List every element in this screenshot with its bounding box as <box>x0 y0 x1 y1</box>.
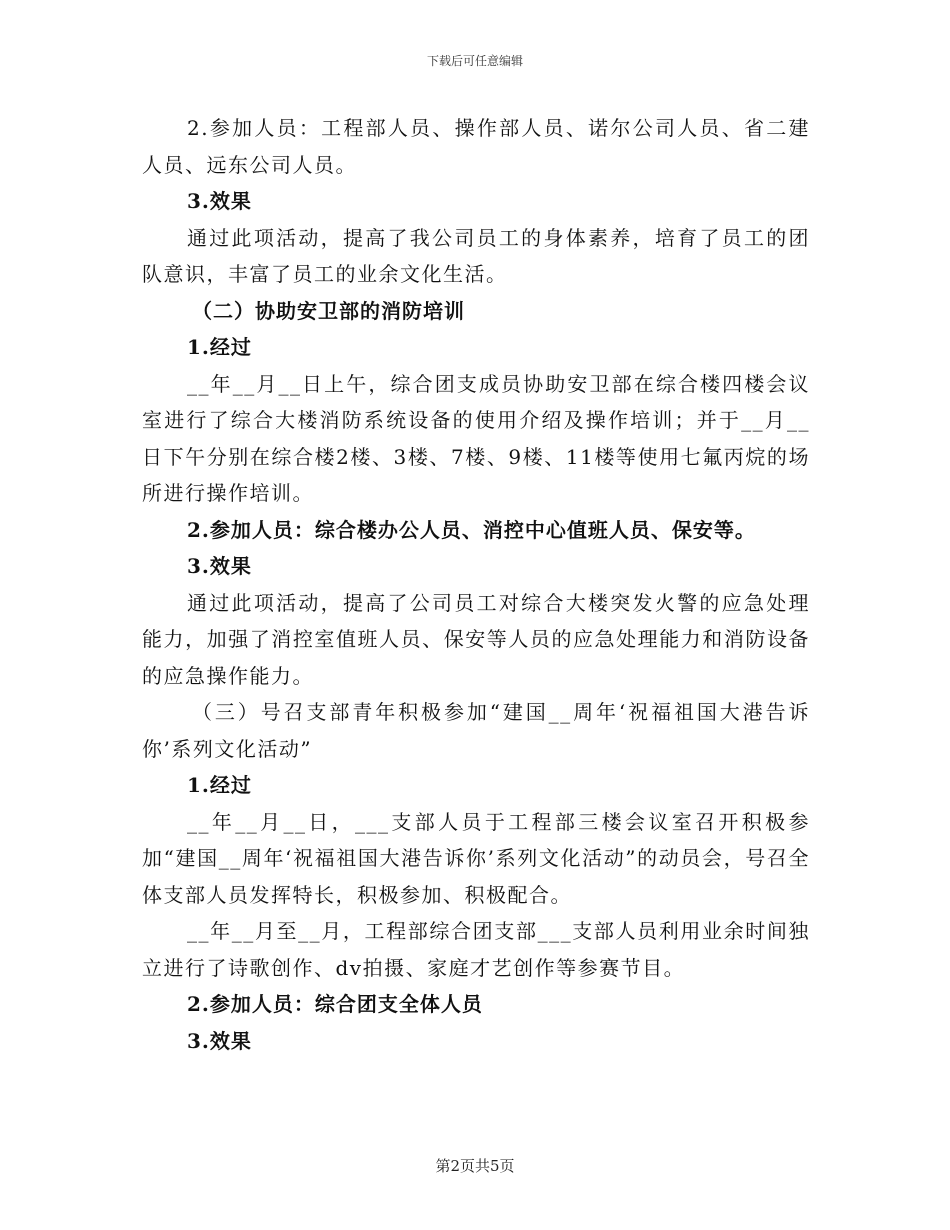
section-heading: 1.经过 <box>187 335 252 359</box>
paragraph: __年__月__日，___支部人员于工程部三楼会议室召开积极参加“建国__周年‘祝福祖国大港告诉你’系列文化活动”的动员会，号召全体支部人员发挥特长，积极参加、积极配合。 <box>142 809 810 907</box>
page-number: 第2页共5页 <box>435 1157 515 1175</box>
paragraph: __年__月__日上午，综合团支成员协助安卫部在综合楼四楼会议室进行了综合大楼消防系统设备的使用介绍及操作培训；并于__月__日下午分别在综合楼2楼、3楼、7楼、9楼、11楼等使用七氟丙烷的场所进行操作培训。 <box>142 371 810 505</box>
paragraph: 通过此项活动，提高了公司员工对综合大楼突发火警的应急处理能力，加强了消控室值班人员、保安等人员的应急处理能力和消防设备的应急操作能力。 <box>142 590 810 688</box>
page-header-note: 下载后可任意编辑 <box>426 54 523 68</box>
section-heading: 3.效果 <box>187 554 252 578</box>
paragraph: 通过此项活动，提高了我公司员工的身体素养，培育了员工的团队意识，丰富了员工的业余文化生活。 <box>142 225 810 286</box>
document-body <box>142 110 810 1059</box>
section-heading: 3.效果 <box>187 1028 252 1053</box>
section-title: （三）号召支部青年积极参加“建国__周年‘祝福祖国大港告诉你’系列文化活动” <box>142 700 810 761</box>
paragraph: __年__月至__月，工程部综合团支部___支部人员利用业余时间独立进行了诗歌创作、dv拍摄、家庭才艺创作等参赛节目。 <box>142 919 810 980</box>
section-title: （二）协助安卫部的消防培训 <box>192 298 465 323</box>
section-heading: 2.参加人员：综合团支全体人员 <box>187 992 483 1016</box>
section-heading: 3.效果 <box>187 189 252 213</box>
paragraph: 2.参加人员：工程部人员、操作部人员、诺尔公司人员、省二建人员、远东公司人员。 <box>142 116 810 177</box>
section-heading: 1.经过 <box>187 773 252 797</box>
section-heading: 2.参加人员：综合楼办公人员、消控中心值班人员、保安等。 <box>187 517 756 542</box>
